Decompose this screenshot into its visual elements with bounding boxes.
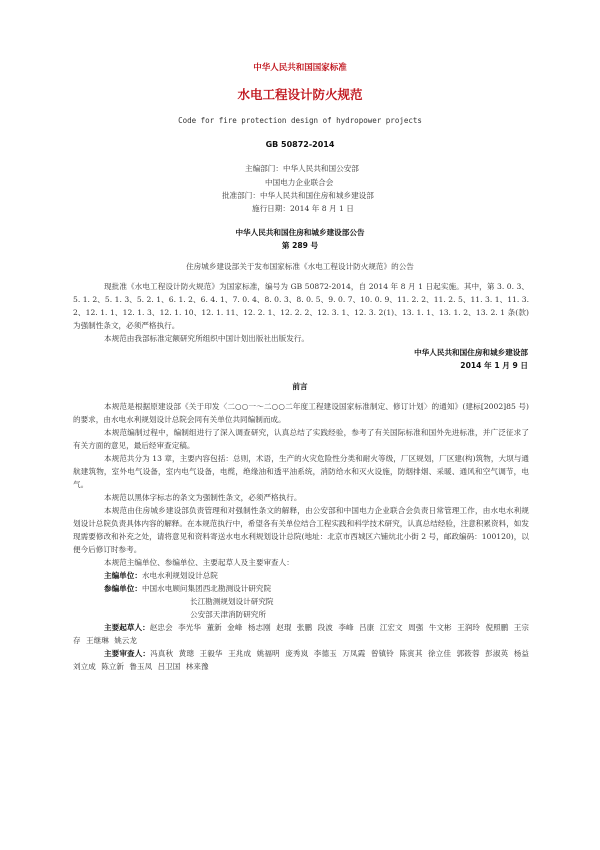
drafters	[73, 621, 529, 647]
paragraph: 本规范由我部标准定额研究所组织中国计划出版社出版发行。	[104, 334, 310, 343]
participating-unit: 长江勘测规划设计研究院	[190, 597, 274, 606]
label: 主要审查人：	[104, 649, 151, 658]
value: 水电水利规划设计总院	[141, 571, 218, 580]
announcement-subtitle: 住房城乡建设部关于发布国家标准《水电工程设计防火规范》的公告	[186, 262, 414, 271]
reviewers	[73, 647, 529, 673]
paragraph: 本规范共分为 13 章，主要内容包括：总则，术语，生产的火灾危险性分类和耐火等级，厂区规划，厂区建(构)筑物，大坝与通航建筑物，室外电气设备，室内电气设备，电缆，绝缘油和透平油系统，消防给水和灭火设施，防烟排烟、采暖、通风和空气调节，电气。	[73, 454, 529, 489]
editor-line: 主编部门：中华人民共和国公安部	[245, 164, 359, 173]
announcement-title: 中华人民共和国住房和城乡建设部公告	[235, 228, 365, 237]
label: 主编单位：	[104, 571, 142, 580]
preface-title: 前言	[292, 382, 308, 391]
document-title: 水电工程设计防火规范	[237, 87, 363, 102]
announcement-signer: 中华人民共和国住房和城乡建设部	[414, 348, 528, 357]
editor-line: 施行日期：2014 年 8 月 1 日	[252, 204, 354, 213]
chief-editor-unit	[73, 569, 529, 582]
value: 中国水电顾问集团西北勘测设计研究院	[141, 584, 272, 593]
paragraph: 本规范主编单位、参编单位、主要起草人及主要审查人：	[104, 558, 294, 567]
paragraph: 本规范编制过程中，编制组进行了深入调查研究，认真总结了实践经验，参考了有关国际标准和国外先进标准，并广泛征求了有关方面的意见，最后经审查定稿。	[73, 428, 529, 450]
standard-header: 中华人民共和国国家标准	[253, 63, 347, 73]
participating-unit: 公安部天津消防研究所	[190, 610, 266, 619]
announcement-date: 2014 年 1 月 9 日	[460, 361, 528, 370]
paragraph: 本规范由住房城乡建设部负责管理和对强制性条文的解释，由公安部和中国电力企业联合会负责日常管理工作，由水电水利规划设计总院负责具体内容的解释。在本规范执行中，希望各有关单位结合工程实践和科学技术研究，认真总结经验，注意积累资料，如发现需要修改和补充之处，请将意见和资料寄送水电水利规划设计总院(地址：北京市西城区六铺炕北小街 2 号，邮政编码：100120)，以便今后修订时参考。	[73, 506, 529, 554]
english-title: Code for fire protection design of hydropower projects	[178, 116, 422, 125]
paragraph: 本规范以黑体字标志的条文为强制性条文，必须严格执行。	[104, 493, 302, 502]
preface-body	[73, 400, 529, 673]
value: 赵忠会 李光华 董新 金峰 杨志刚 赵琨 张鹏 段波 李峰 吕康 江宏文 周强 牛文彬 王润玲 倪照鹏 王宗存 王继琳 姚云龙	[73, 623, 530, 645]
editor-line: 中国电力企业联合会	[265, 178, 334, 187]
announcement-number: 第 289 号	[281, 241, 319, 250]
standard-code: GB 50872-2014	[265, 140, 335, 149]
announcement-body	[73, 280, 529, 345]
paragraph: 现批准《水电工程设计防火规范》为国家标准，编号为 GB 50872-2014，自 2014 年 8 月 1 日起实施。其中，第 3. 0. 3、5. 1. 2、5. 1. 3、5. 2. 1、6. 1. 2、6. 4. 1、7. 0. 4、8. 0. 3、8. 0. 5、9. 0. 7、10. 0. 9、11. 2. 2、11. 2. 5、11. 3. 1、11. 3. 2、12. 1. 1、12. 1. 3、12. 1. 10、12. 1. 11、12. 2. 1、12. 2. 2、12. 3. 1、12. 3. 2(1)、13. 1. 1、13. 1. 2、13. 2. 1 条(款)为强制性条文，必须严格执行。	[73, 282, 529, 330]
value: 冯真秋 黄璁 王毅华 王兆成 姚福明 庞秀岚 李德玉 万凤霞 曾镇铃 陈寅其 徐立佳 郭筱蓉 彭淑英 杨益 刘立成 陈立新 鲁玉凤 吕卫国 林来豫	[73, 649, 530, 671]
participating-units	[73, 582, 529, 595]
label: 主要起草人：	[104, 623, 150, 632]
editor-line: 批准部门：中华人民共和国住房和城乡建设部	[222, 191, 374, 200]
label: 参编单位：	[104, 584, 142, 593]
paragraph: 本规范是根据原建设部《关于印发〈二○○一～二○○二年度工程建设国家标准制定、修订计划〉的通知》(建标[2002]85 号)的要求，由水电水利规划设计总院会同有关单位共同编制而成。	[73, 402, 529, 424]
